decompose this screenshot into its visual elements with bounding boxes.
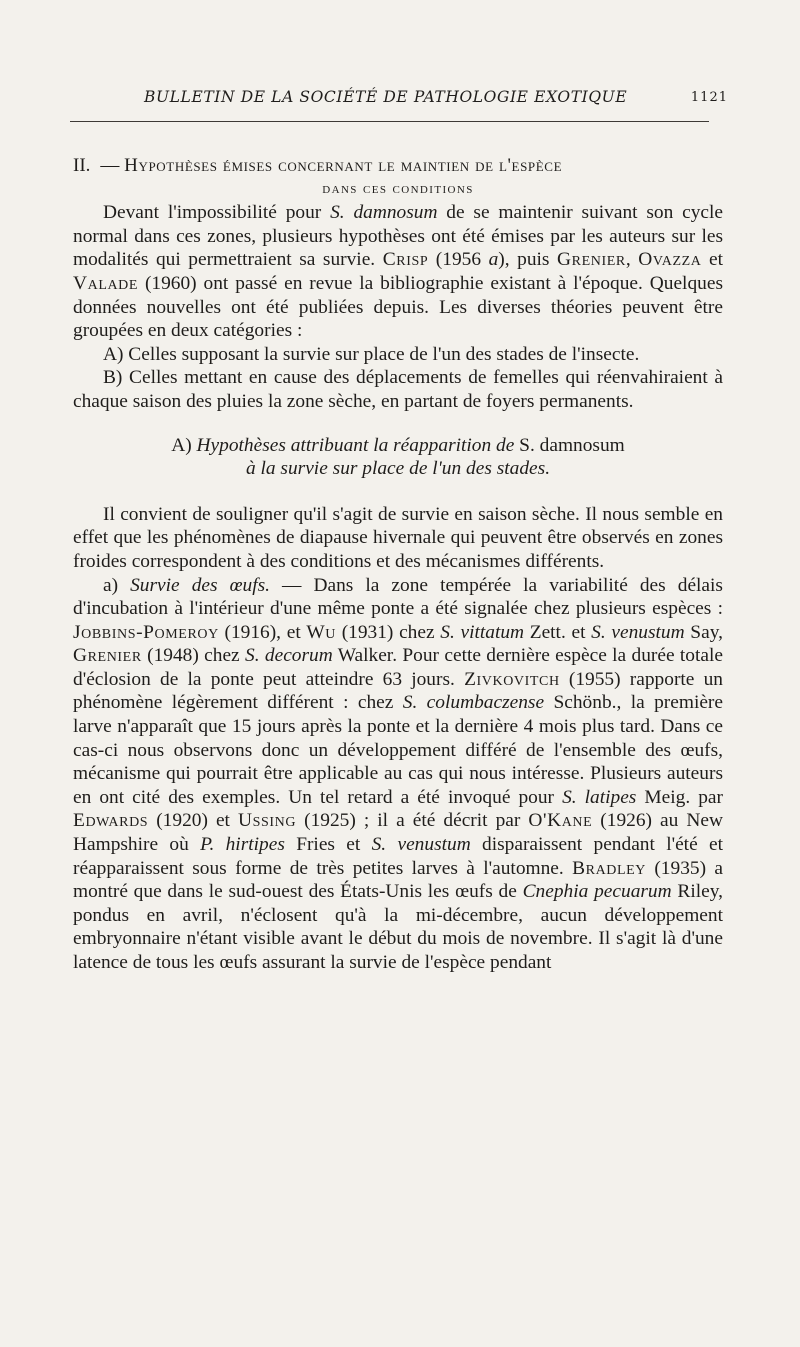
- paragraph-dry-season: Il convient de souligner qu'il s'agit de survie en saison sèche. Il nous semble en effet que les phénomènes de diapause hivernale qui peuvent être observés en zones froides correspondent à des conditions et des mécanismes différents.: [73, 503, 723, 572]
- text-run: de se maintenir suivant son cycle normal dans ces zones, plusieurs hypothèses ont été émises par les auteurs sur les modalités qui permettraient sa survie.: [73, 202, 724, 271]
- citation-suffix: a: [488, 249, 499, 271]
- category-list: [73, 343, 723, 414]
- author-name: Wu: [306, 621, 337, 643]
- text-run: (1920) et: [148, 810, 238, 832]
- page-number: 1121: [690, 90, 728, 105]
- text-run: a): [103, 574, 131, 596]
- text-run: Schönb., la première larve n'apparaît que 15 jours après la ponte et la dernière 4 mois plus tard. Dans ce cas-ci nous observons donc un développement différé de l'ensemble des œufs, mécanisme qui pourrait être applicable au cas qui nous intéresse. Plusieurs auteurs en ont cité des exemples. Un tel retard a été invoqué pour: [73, 692, 723, 808]
- section-title-line1: Hypothèses émises concernant le maintien de l'espèce: [124, 155, 563, 176]
- author-name: Edwards: [73, 810, 149, 832]
- subheading-label: A): [171, 434, 197, 456]
- section-title: [73, 154, 723, 178]
- text-run: Walker. Pour cette dernière espèce la durée totale d'éclosion de la ponte peut atteindre 63 jours.: [73, 645, 723, 690]
- text-run: et: [701, 249, 724, 271]
- species-name: S. vittatum: [440, 621, 525, 643]
- species-name: S. columbaczense: [402, 692, 545, 714]
- list-item-b: B) Celles mettant en cause des déplacements de femelles qui réenvahiraient à chaque saison des pluies la zone sèche, en partant de foyers permanents.: [73, 367, 723, 412]
- author-name: O'Kane: [528, 810, 593, 832]
- paragraph-intro: [73, 201, 723, 343]
- paragraph-title: Survie des œufs.: [130, 574, 270, 596]
- text-run: Meig. par: [636, 786, 723, 808]
- author-name: Bradley: [572, 857, 646, 879]
- author-name: Valade: [73, 272, 139, 294]
- text-run: disparaissent pendant l'été et réapparaissent sous forme de très petites larves à l'automne.: [73, 834, 723, 879]
- header-rule: [70, 121, 709, 122]
- text-run: (1925) ; il a été décrit par: [296, 810, 529, 832]
- text-run: Riley, pondus en avril, n'éclosent qu'à la mi-décembre, aucun développement embryonnaire n'étant visible avant le début du mois de novembre. Il s'agit là d'une latence de tous les œufs assurant la survie de l'espèce pendant: [73, 881, 723, 973]
- text-run: (1916), et: [218, 621, 307, 643]
- text-run: (1955) rapporte un phénomène légèrement différent : chez: [73, 668, 723, 714]
- text-run: ), puis: [498, 249, 558, 271]
- species-name: S. venustum: [371, 834, 471, 856]
- paragraph-egg-survival: [73, 574, 723, 975]
- text-run: (1931) chez: [336, 621, 441, 643]
- text-run: (1956: [428, 249, 489, 271]
- species-name: S. damnosum: [330, 202, 438, 224]
- running-header: [70, 86, 728, 110]
- species-name: P. hirtipes: [200, 834, 285, 856]
- author-name: Crisp: [382, 249, 429, 271]
- text-run: (1935) a montré que dans le sud-ouest des États-Unis les œufs de: [73, 857, 723, 903]
- section-dash: —: [100, 155, 120, 176]
- author-name: Zivkovitch: [464, 668, 560, 690]
- running-title: BULLETIN DE LA SOCIÉTÉ DE PATHOLOGIE EXOTIQUE: [144, 88, 628, 106]
- subheading: [73, 434, 723, 481]
- author-name: Grenier: [73, 645, 142, 667]
- species-name: S. damnosum: [519, 434, 625, 456]
- section-number: II.: [73, 155, 91, 176]
- author-name: Grenier: [557, 249, 626, 271]
- text-run: Devant l'impossibilité pour: [103, 202, 331, 224]
- text-run: (1926) au New Hampshire où: [73, 810, 724, 856]
- species-name: S. venustum: [591, 621, 685, 643]
- subheading-text: Hypothèses attribuant la réapparition de: [196, 434, 520, 456]
- author-name: Ovazza: [638, 249, 702, 271]
- text-run: Say,: [684, 621, 723, 643]
- text-run: — Dans la zone tempérée la variabilité des délais d'incubation à l'intérieur d'une même ponte a été signalée chez plusieurs espèces :: [73, 574, 723, 620]
- list-item-a: A) Celles supposant la survie sur place de l'un des stades de l'insecte.: [103, 343, 640, 365]
- text-run: (1948) chez: [141, 645, 246, 667]
- species-name: S. decorum: [245, 645, 333, 667]
- author-name: Ussing: [238, 810, 297, 832]
- text-run: (1960) ont passé en revue la bibliographie existant à l'époque. Quelques données nouvelles ont été publiées depuis. Les diverses théories peuvent être groupées en deux catégories :: [73, 272, 723, 342]
- author-name: Jobbins-Pomeroy: [73, 621, 219, 643]
- section-title-line2: dans ces conditions: [322, 180, 474, 197]
- text-run: Zett. et: [524, 621, 592, 643]
- text-run: Fries et: [284, 834, 372, 856]
- text-run: ,: [625, 249, 639, 271]
- species-name: S. latipes: [562, 786, 637, 808]
- article-body: [73, 154, 723, 975]
- subheading-text-line2: à la survie sur place de l'un des stades.: [245, 458, 551, 480]
- species-name: Cnephia pecuarum: [522, 881, 672, 903]
